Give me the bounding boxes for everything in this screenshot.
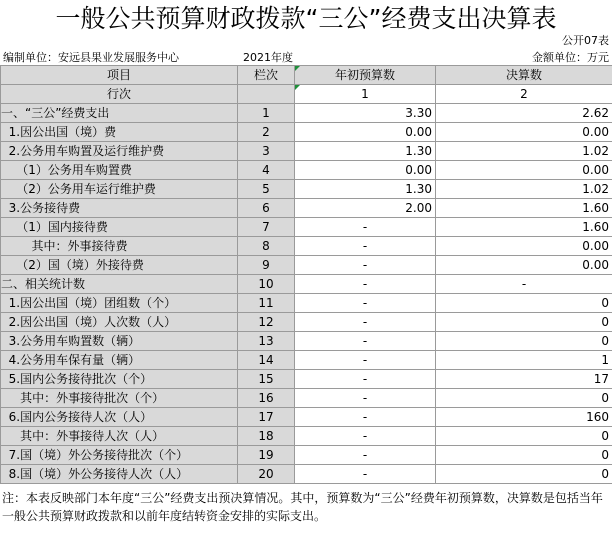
table-row bbox=[1, 237, 612, 256]
final-value: 0 bbox=[436, 465, 612, 484]
final-value: 1.60 bbox=[436, 218, 612, 237]
row-number: 15 bbox=[238, 370, 295, 389]
table-row bbox=[1, 427, 612, 446]
table-row bbox=[1, 199, 612, 218]
row-number: 17 bbox=[238, 408, 295, 427]
fiscal-year: 2021年度 bbox=[243, 51, 293, 64]
final-value: 17 bbox=[436, 370, 612, 389]
budget-value: 2.00 bbox=[295, 199, 436, 218]
final-value: 0 bbox=[436, 294, 612, 313]
budget-value: - bbox=[295, 237, 436, 256]
final-value: 160 bbox=[436, 408, 612, 427]
row-number: 16 bbox=[238, 389, 295, 408]
table-row bbox=[1, 370, 612, 389]
budget-value: - bbox=[295, 332, 436, 351]
final-value: 1.02 bbox=[436, 180, 612, 199]
budget-value: - bbox=[295, 389, 436, 408]
final-value: 1.02 bbox=[436, 142, 612, 161]
table-row bbox=[1, 180, 612, 199]
row-label: 其中：外事接待费 bbox=[1, 237, 238, 256]
row-number: 7 bbox=[238, 218, 295, 237]
row-number: 19 bbox=[238, 446, 295, 465]
budget-value: 0.00 bbox=[295, 161, 436, 180]
table-row bbox=[1, 465, 612, 484]
row-number: 8 bbox=[238, 237, 295, 256]
row-label: 3.公务接待费 bbox=[1, 199, 238, 218]
table-row bbox=[1, 104, 612, 123]
row-number: 3 bbox=[238, 142, 295, 161]
final-value: 1.60 bbox=[436, 199, 612, 218]
table-row bbox=[1, 389, 612, 408]
row-number: 10 bbox=[238, 275, 295, 294]
row-label: 1.因公出国（境）费 bbox=[1, 123, 238, 142]
row-label: （1）国内接待费 bbox=[1, 218, 238, 237]
row-number: 13 bbox=[238, 332, 295, 351]
index-budget: 1 bbox=[295, 85, 436, 104]
row-label: 二、相关统计数 bbox=[1, 275, 238, 294]
amount-unit: 金额单位：万元 bbox=[532, 51, 609, 64]
budget-value: - bbox=[295, 408, 436, 427]
compiling-unit: 编制单位：安远县果业发展服务中心 bbox=[3, 51, 179, 64]
final-value: 0.00 bbox=[436, 161, 612, 180]
table-row bbox=[1, 256, 612, 275]
header-col-no: 栏次 bbox=[238, 66, 295, 85]
row-label: 一、“三公”经费支出 bbox=[1, 104, 238, 123]
row-label: 其中：外事接待人次（人） bbox=[1, 427, 238, 446]
table-row bbox=[1, 408, 612, 427]
table-row bbox=[1, 351, 612, 370]
row-label: 5.国内公务接待批次（个） bbox=[1, 370, 238, 389]
final-value: - bbox=[436, 275, 612, 294]
row-number: 2 bbox=[238, 123, 295, 142]
index-final: 2 bbox=[436, 85, 612, 104]
final-value: 0.00 bbox=[436, 123, 612, 142]
row-label: （2）公务用车运行维护费 bbox=[1, 180, 238, 199]
table-row bbox=[1, 446, 612, 465]
table-row bbox=[1, 332, 612, 351]
table-row bbox=[1, 123, 612, 142]
budget-value: - bbox=[295, 256, 436, 275]
final-value: 1 bbox=[436, 351, 612, 370]
index-blank bbox=[238, 85, 295, 104]
row-label: 1.因公出国（境）团组数（个） bbox=[1, 294, 238, 313]
budget-value: - bbox=[295, 446, 436, 465]
budget-value: - bbox=[295, 465, 436, 484]
header-budget: 年初预算数 bbox=[295, 66, 436, 85]
table-row bbox=[1, 142, 612, 161]
table-row bbox=[1, 294, 612, 313]
page-title: 一般公共预算财政拨款“三公”经费支出决算表 bbox=[55, 4, 557, 33]
budget-value: 1.30 bbox=[295, 180, 436, 199]
row-number: 4 bbox=[238, 161, 295, 180]
row-label: 2.公务用车购置及运行维护费 bbox=[1, 142, 238, 161]
row-number: 11 bbox=[238, 294, 295, 313]
row-number: 20 bbox=[238, 465, 295, 484]
row-label: （1）公务用车购置费 bbox=[1, 161, 238, 180]
budget-value: - bbox=[295, 313, 436, 332]
budget-value: 3.30 bbox=[295, 104, 436, 123]
final-value: 0 bbox=[436, 389, 612, 408]
index-row bbox=[1, 85, 612, 104]
final-value: 2.62 bbox=[436, 104, 612, 123]
table-row bbox=[1, 313, 612, 332]
header-item: 项目 bbox=[1, 66, 238, 85]
budget-value: 1.30 bbox=[295, 142, 436, 161]
table-row bbox=[1, 275, 612, 294]
budget-value: 0.00 bbox=[295, 123, 436, 142]
header-row-no: 行次 bbox=[1, 85, 238, 104]
budget-value: - bbox=[295, 275, 436, 294]
table-row bbox=[1, 218, 612, 237]
row-label: （2）国（境）外接待费 bbox=[1, 256, 238, 275]
row-label: 3.公务用车购置数（辆） bbox=[1, 332, 238, 351]
row-label: 其中：外事接待批次（个） bbox=[1, 389, 238, 408]
final-value: 0.00 bbox=[436, 256, 612, 275]
row-label: 2.因公出国（境）人次数（人） bbox=[1, 313, 238, 332]
final-value: 0 bbox=[436, 427, 612, 446]
footnote: 注：本表反映部门本年度“三公”经费支出预决算情况。其中，预算数为“三公”经费年初预算数，决算数是包括当年一般公共预算财政拨款和以前年度结转资金安排的实际支出。 bbox=[2, 491, 603, 523]
final-value: 0 bbox=[436, 313, 612, 332]
row-number: 12 bbox=[238, 313, 295, 332]
row-label: 6.国内公务接待人次（人） bbox=[1, 408, 238, 427]
row-label: 8.国（境）外公务接待人次（人） bbox=[1, 465, 238, 484]
budget-value: - bbox=[295, 370, 436, 389]
row-number: 1 bbox=[238, 104, 295, 123]
form-number: 公开07表 bbox=[562, 34, 609, 47]
final-value: 0 bbox=[436, 332, 612, 351]
budget-value: - bbox=[295, 351, 436, 370]
header-final: 决算数 bbox=[436, 66, 612, 85]
final-value: 0.00 bbox=[436, 237, 612, 256]
row-number: 6 bbox=[238, 199, 295, 218]
final-value: 0 bbox=[436, 446, 612, 465]
row-number: 14 bbox=[238, 351, 295, 370]
row-label: 7.国（境）外公务接待批次（个） bbox=[1, 446, 238, 465]
budget-value: - bbox=[295, 218, 436, 237]
budget-value: - bbox=[295, 427, 436, 446]
row-number: 9 bbox=[238, 256, 295, 275]
header-row bbox=[1, 66, 612, 85]
budget-value: - bbox=[295, 294, 436, 313]
row-number: 18 bbox=[238, 427, 295, 446]
row-number: 5 bbox=[238, 180, 295, 199]
row-label: 4.公务用车保有量（辆） bbox=[1, 351, 238, 370]
table-row bbox=[1, 161, 612, 180]
expense-table bbox=[0, 65, 612, 484]
